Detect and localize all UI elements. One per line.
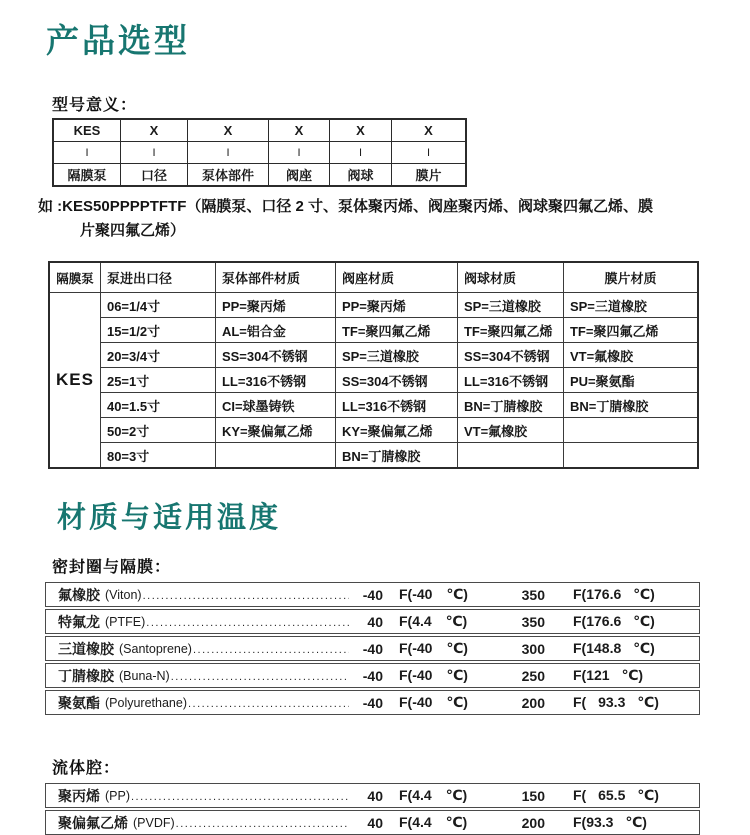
table-row [49, 393, 698, 418]
port-size-cell: 40=1.5寸 [100, 393, 215, 418]
material-name-cn: 特氟龙 [58, 613, 100, 630]
min-temp-c: F(-40 ℃) [399, 694, 468, 710]
body-material-cell: PP=聚丙烯 [215, 293, 335, 318]
ball-material-cell: SP=三道橡胶 [457, 293, 563, 318]
col-header-port-size: 泵进出口径 [100, 262, 215, 293]
ball-material-cell [457, 443, 563, 469]
dot-leader [188, 698, 349, 710]
page-title: 产品选型 [46, 22, 190, 59]
material-name-cn: 聚偏氟乙烯 [58, 814, 128, 831]
selection-header-row [49, 262, 698, 293]
min-temp-c: F(4.4 ℃) [399, 814, 468, 830]
fluid-temperature-table [45, 783, 700, 835]
model-code-cell: X [188, 119, 269, 142]
diaphragm-material-cell [563, 443, 698, 469]
connector-cell: I [392, 142, 467, 164]
model-code-cell: X [392, 119, 467, 142]
material-name-en: (PTFE) [105, 614, 146, 629]
model-example-line1: 如 :KES50PPPPTFTF（隔膜泵、口径 2 寸、泵体聚丙烯、阀座聚丙烯、阀球聚四氟乙烯、膜 [38, 198, 654, 215]
max-temp-c: F( 65.5 ℃) [573, 787, 659, 803]
seals-label: 密封圈与隔膜： [52, 559, 172, 576]
max-temp-c: F(121 ℃) [573, 667, 644, 683]
min-temp-c: F(-40 ℃) [399, 586, 468, 602]
min-temp-f: 40 [367, 814, 383, 831]
min-temp-c: F(4.4 ℃) [399, 613, 468, 629]
port-size-cell: 50=2寸 [100, 418, 215, 443]
temp-row [45, 609, 700, 634]
material-name-cn: 三道橡胶 [58, 640, 114, 657]
model-example-line2: 片聚四氟乙烯） [80, 222, 186, 239]
material-name-cn: 丁腈橡胶 [58, 667, 114, 684]
port-size-cell: 25=1寸 [100, 368, 215, 393]
seals-temperature-table [45, 582, 700, 715]
dot-leader [143, 590, 349, 602]
model-code-cell: X [269, 119, 330, 142]
part-name-cell: 口径 [121, 164, 188, 187]
min-temp-c: F(-40 ℃) [399, 640, 468, 656]
connector-cell: I [188, 142, 269, 164]
temp-row [45, 663, 700, 688]
port-size-cell: 15=1/2寸 [100, 318, 215, 343]
max-temp-f: 350 [521, 586, 545, 603]
diaphragm-material-cell [563, 418, 698, 443]
min-temp-f: 40 [367, 787, 383, 804]
dot-leader [193, 644, 349, 656]
connector-cell: I [53, 142, 121, 164]
col-header-seat-material: 阀座材质 [335, 262, 457, 293]
temp-row [45, 810, 700, 835]
ball-material-cell: BN=丁腈橡胶 [457, 393, 563, 418]
material-name-en: (Buna-N) [119, 668, 170, 683]
max-temp-f: 350 [521, 613, 545, 630]
temp-row [45, 783, 700, 808]
min-temp-f: -40 [362, 694, 383, 711]
body-material-cell: SS=304不锈钢 [215, 343, 335, 368]
diaphragm-material-cell: BN=丁腈橡胶 [563, 393, 698, 418]
max-temp-f: 200 [521, 694, 545, 711]
min-temp-f: -40 [362, 586, 383, 603]
table-row [49, 443, 698, 469]
seat-material-cell: LL=316不锈钢 [335, 393, 457, 418]
ball-material-cell: LL=316不锈钢 [457, 368, 563, 393]
model-code-cell: KES [53, 119, 121, 142]
ball-material-cell: SS=304不锈钢 [457, 343, 563, 368]
dot-leader [146, 617, 349, 629]
dot-leader [176, 818, 349, 830]
table-row [49, 318, 698, 343]
fluid-chamber-label: 流体腔： [52, 760, 121, 777]
document-page [0, 15, 750, 831]
model-connector-row [53, 142, 466, 164]
part-name-cell: 隔膜泵 [53, 164, 121, 187]
part-name-cell: 阀座 [269, 164, 330, 187]
connector-cell: I [269, 142, 330, 164]
max-temp-c: F(176.6 ℃) [573, 586, 655, 602]
material-selection-table [48, 261, 699, 469]
min-temp-f: -40 [362, 640, 383, 657]
series-cell: KES [49, 293, 100, 469]
dot-leader [171, 671, 349, 683]
table-row [49, 293, 698, 318]
max-temp-f: 250 [521, 667, 545, 684]
temp-row [45, 636, 700, 661]
material-name-en: (PP) [105, 788, 130, 803]
max-temp-c: F( 93.3 ℃) [573, 694, 659, 710]
body-material-cell: LL=316不锈钢 [215, 368, 335, 393]
material-name-en: (PVDF) [133, 815, 175, 830]
model-example [38, 195, 750, 243]
material-name-cn: 氟橡胶 [58, 586, 100, 603]
material-name-cn: 聚氨酯 [58, 694, 100, 711]
max-temp-f: 150 [521, 787, 545, 804]
port-size-cell: 80=3寸 [100, 443, 215, 469]
seat-material-cell: SP=三道橡胶 [335, 343, 457, 368]
part-name-cell: 阀球 [330, 164, 392, 187]
material-name-en: (Santoprene) [119, 641, 192, 656]
seat-material-cell: TF=聚四氟乙烯 [335, 318, 457, 343]
material-name-en: (Viton) [105, 587, 142, 602]
temp-row [45, 690, 700, 715]
body-material-cell [215, 443, 335, 469]
max-temp-f: 200 [521, 814, 545, 831]
ball-material-cell: VT=氟橡胶 [457, 418, 563, 443]
col-header-pump: 隔膜泵 [49, 262, 100, 293]
seat-material-cell: PP=聚丙烯 [335, 293, 457, 318]
temperature-section-title: 材质与适用温度 [57, 502, 282, 534]
diaphragm-material-cell: TF=聚四氟乙烯 [563, 318, 698, 343]
seat-material-cell: SS=304不锈钢 [335, 368, 457, 393]
min-temp-f: -40 [362, 667, 383, 684]
model-meaning-label: 型号意义： [52, 97, 138, 114]
port-size-cell: 20=3/4寸 [100, 343, 215, 368]
table-row [49, 343, 698, 368]
table-row [49, 418, 698, 443]
min-temp-c: F(4.4 ℃) [399, 787, 468, 803]
seat-material-cell: KY=聚偏氟乙烯 [335, 418, 457, 443]
material-name-cn: 聚丙烯 [58, 787, 100, 804]
dot-leader [131, 791, 349, 803]
part-name-cell: 泵体部件 [188, 164, 269, 187]
ball-material-cell: TF=聚四氟乙烯 [457, 318, 563, 343]
diaphragm-material-cell: SP=三道橡胶 [563, 293, 698, 318]
model-code-cell: X [330, 119, 392, 142]
port-size-cell: 06=1/4寸 [100, 293, 215, 318]
col-header-ball-material: 阀球材质 [457, 262, 563, 293]
max-temp-c: F(93.3 ℃) [573, 814, 647, 830]
seat-material-cell: BN=丁腈橡胶 [335, 443, 457, 469]
col-header-body-material: 泵体部件材质 [215, 262, 335, 293]
model-meaning-table [52, 118, 467, 187]
body-material-cell: CI=球墨铸铁 [215, 393, 335, 418]
model-code-row [53, 119, 466, 142]
temp-row [45, 582, 700, 607]
connector-cell: I [121, 142, 188, 164]
diaphragm-material-cell: PU=聚氨酯 [563, 368, 698, 393]
diaphragm-material-cell: VT=氟橡胶 [563, 343, 698, 368]
col-header-diaphragm-material: 膜片材质 [563, 262, 698, 293]
max-temp-c: F(176.6 ℃) [573, 613, 655, 629]
model-code-cell: X [121, 119, 188, 142]
table-row [49, 368, 698, 393]
min-temp-c: F(-40 ℃) [399, 667, 468, 683]
body-material-cell: KY=聚偏氟乙烯 [215, 418, 335, 443]
part-name-cell: 膜片 [392, 164, 467, 187]
model-part-row [53, 164, 466, 187]
body-material-cell: AL=铝合金 [215, 318, 335, 343]
connector-cell: I [330, 142, 392, 164]
max-temp-c: F(148.8 ℃) [573, 640, 655, 656]
max-temp-f: 300 [521, 640, 545, 657]
min-temp-f: 40 [367, 613, 383, 630]
material-name-en: (Polyurethane) [105, 695, 187, 710]
